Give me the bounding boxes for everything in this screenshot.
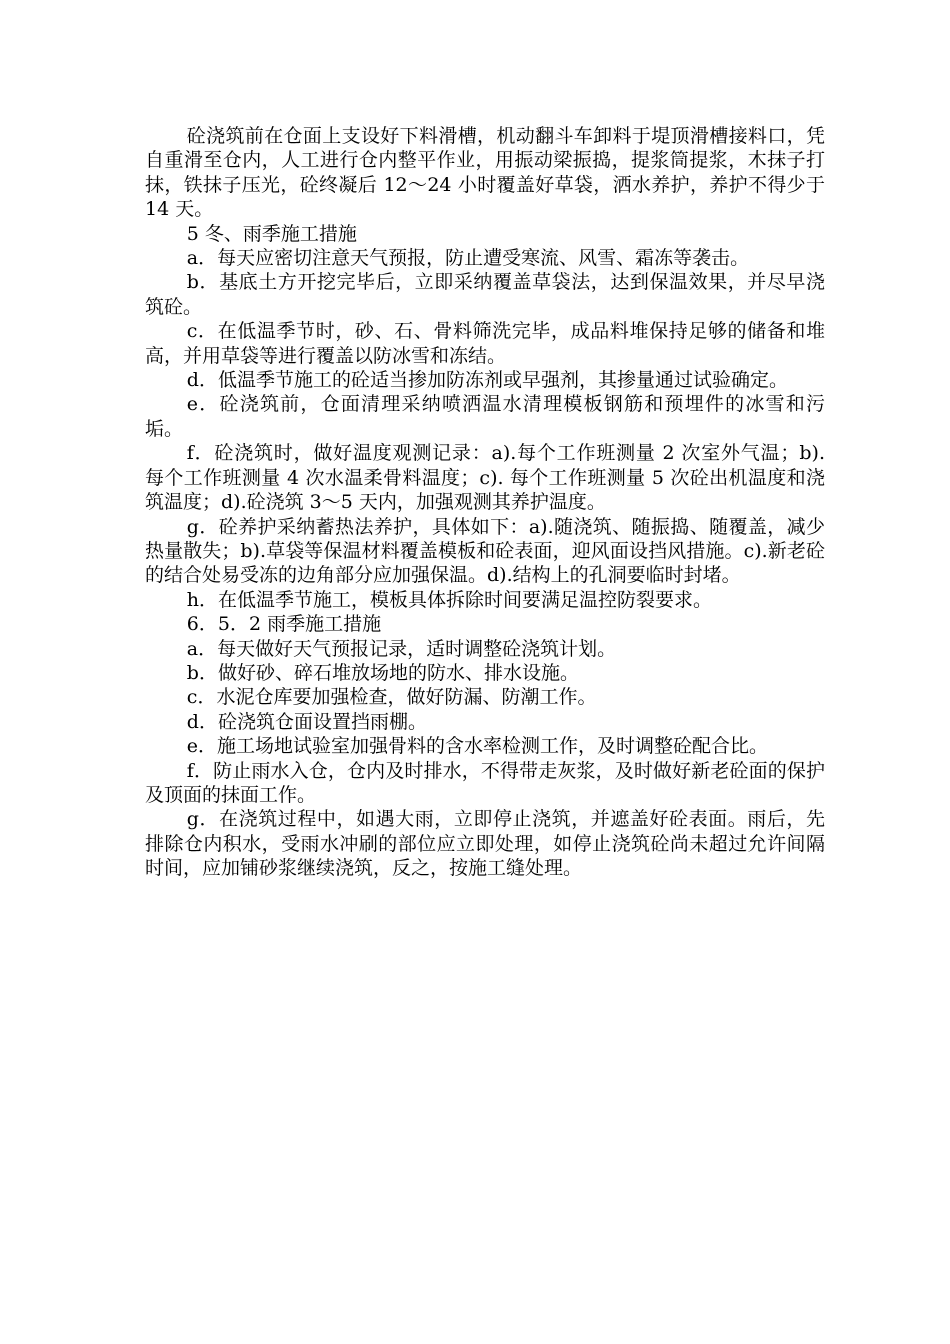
paragraph-rain-e: e．施工场地试验室加强骨料的含水率检测工作，及时调整砼配合比。 [186,735,769,758]
paragraph-item-a: a．每天应密切注意天气预报，防止遭受寒流、风雪、霜冻等袭击。 [186,247,750,270]
paragraph-rain-f: f．防止雨水入仓，仓内及时排水，不得带走灰浆，及时做好新老砼面的保护及顶面的抹面工作。 [145,759,825,806]
section-heading-rainy: 6．5．2 雨季施工措施 [186,613,382,636]
paragraph-item-h: h．在低温季节施工，模板具体拆除时间要满足温控防裂要求。 [186,588,713,611]
paragraph-item-f: f．砼浇筑时，做好温度观测记录：a).每个工作班测量 2 次室外气温；b). 每个工作班测量 4 次水温柔骨料温度；c). 每个工作班测量 5 次砼出机温度和浇筑温度；d).砼浇筑 3～5 天内，加强观测其养护温度。 [145,442,825,514]
paragraph-item-d: d．低温季节施工的砼适当掺加防冻剂或早强剂，其掺量通过试验确定。 [186,369,788,392]
paragraph-rain-d: d．砼浇筑仓面设置挡雨棚。 [186,710,427,733]
paragraph-item-b: b．基底土方开挖完毕后，立即采纳覆盖草袋法，达到保温效果，并尽早浇筑砼。 [145,271,825,318]
paragraph-item-e: e．砼浇筑前，仓面清理采纳喷洒温水清理模板钢筋和预埋件的冰雪和污垢。 [145,393,825,440]
paragraph-item-c: c．在低温季节时，砂、石、骨料筛洗完毕，成品料堆保持足够的储备和堆高，并用草袋等进行覆盖以防冰雪和冻结。 [145,320,825,367]
section-heading-winter-rainy: 5 冬、雨季施工措施 [186,222,357,245]
paragraph-rain-c: c．水泥仓库要加强检查，做好防漏、防潮工作。 [186,686,597,709]
document-body [145,124,825,881]
paragraph-pouring: 砼浇筑前在仓面上支设好下料滑槽，机动翻斗车卸料于堤顶滑槽接料口，凭自重滑至仓内，人工进行仓内整平作业，用振动梁振捣，提浆筒提浆，木抹子打抹，铁抹子压光，砼终凝后 12～24 小时覆盖好草袋，洒水养护，养护不得少于 14 天。 [145,125,825,221]
paragraph-rain-b: b．做好砂、碎石堆放场地的防水、排水设施。 [186,661,579,684]
paragraph-rain-g: g．在浇筑过程中，如遇大雨，立即停止浇筑，并遮盖好砼表面。雨后，先排除仓内积水，受雨水冲刷的部位应立即处理，如停止浇筑砼尚未超过允许间隔时间，应加铺砂浆继续浇筑，反之，按施工缝处理。 [145,808,825,880]
paragraph-rain-a: a．每天做好天气预报记录，适时调整砼浇筑计划。 [186,637,617,660]
paragraph-item-g: g．砼养护采纳蓄热法养护，具体如下：a).随浇筑、随振捣、随覆盖，减少热量散失；b).草袋等保温材料覆盖模板和砼表面，迎风面设挡风措施。c).新老砼的结合处易受冻的边角部分应加强保温。d).结构上的孔洞要临时封堵。 [145,515,825,587]
